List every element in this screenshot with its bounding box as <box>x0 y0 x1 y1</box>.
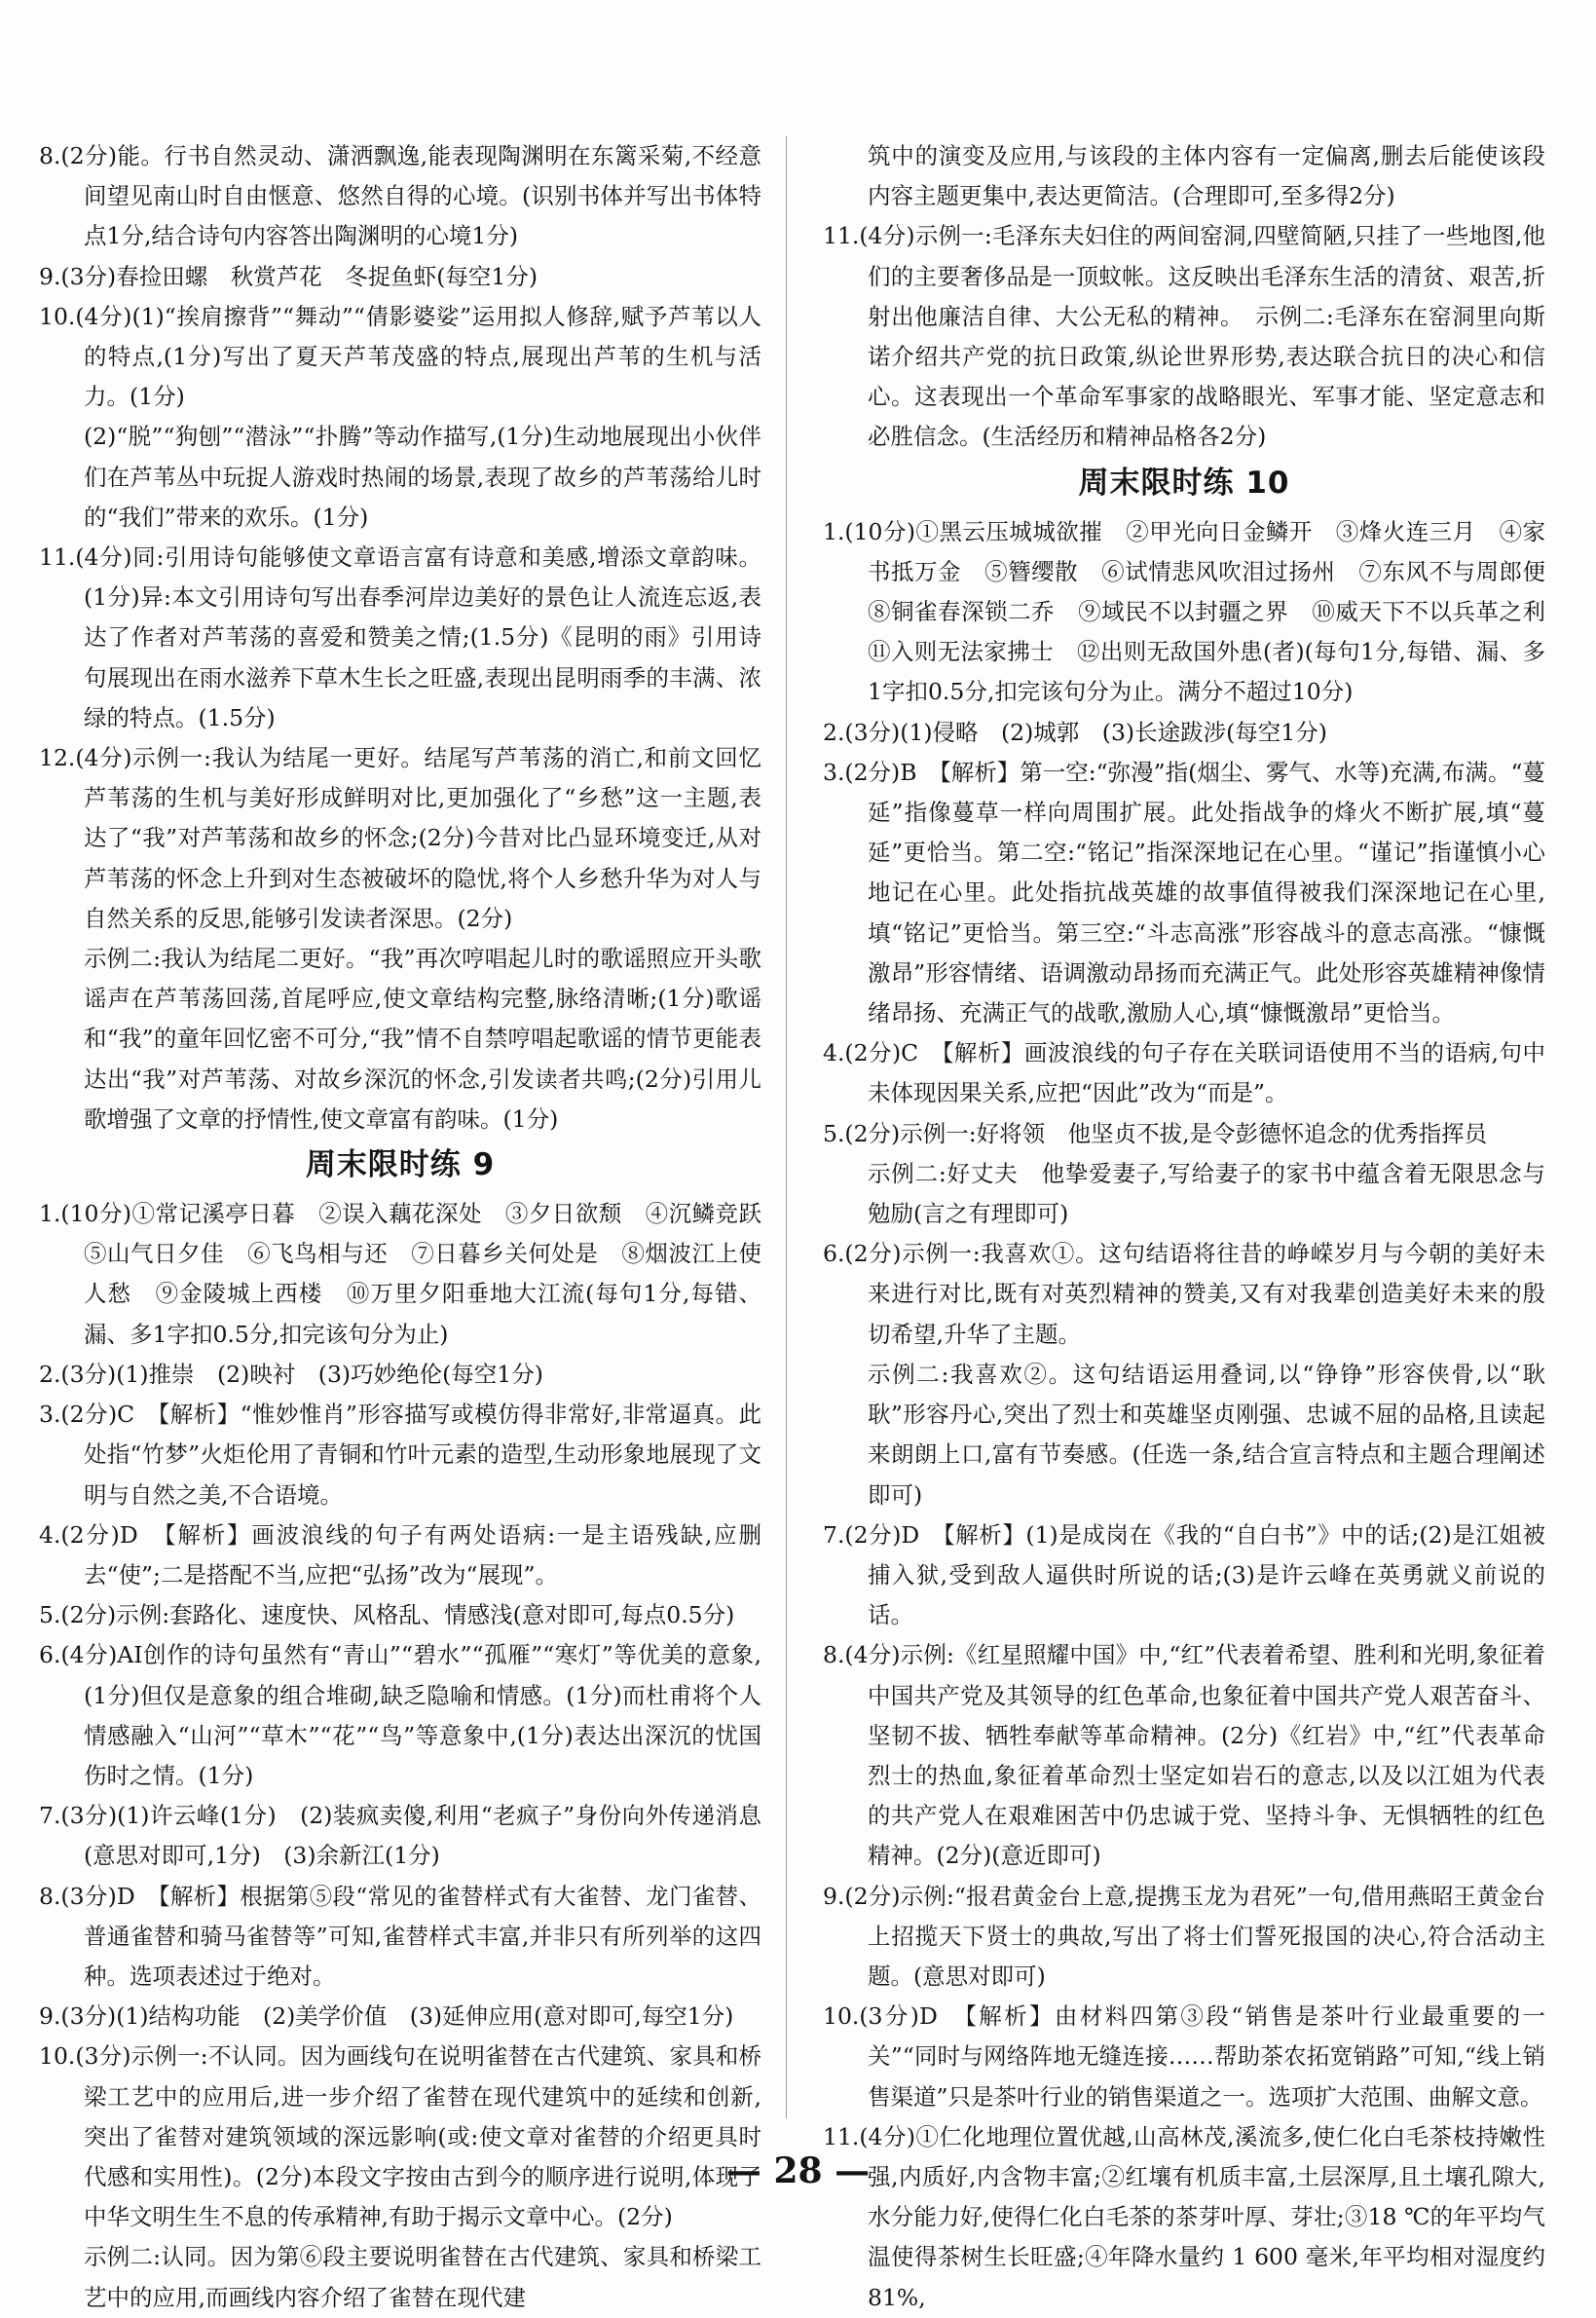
answer-continuation: 示例二:好丈夫 他挚爱妻子,写给妻子的家书中蕴含着无限思念与勉励(言之有理即可) <box>868 1159 1545 1228</box>
left-column <box>39 136 785 2318</box>
answer-item: 5.(2分)示例一:好将领 他坚贞不拔,是令彭德怀追念的优秀指挥员 <box>823 1119 1488 1147</box>
page-number: — 28 — <box>725 2150 871 2191</box>
answer-item: 3.(2分)B 【解析】第一空:“弥漫”指(烟尘、雾气、水等)充满,布满。“蔓延”指像蔓草一样向周围扩展。此处指战争的烽火不断扩展,填“蔓延”更恰当。第二空:“铭记”指深深地记在心里。“谨记”指谨慎小心地记在心里。此处指抗战英雄的故事值得被我们深深地记在心里,填“铭记”更恰当。第三空:“斗志高涨”形容战斗的意志高涨。“慷慨激昂”形容情绪、语调激动昂扬而充满正气。此处形容英雄精神像情绪昂扬、充满正气的战歌,激励人心,填“慷慨激昂”更恰当。 <box>823 758 1545 1028</box>
answer-item: 10.(4分)(1)“挨肩擦背”“舞动”“倩影婆娑”运用拟人修辞,赋予芦苇以人的特点,(1分)写出了夏天芦苇茂盛的特点,展现出芦苇的生机与活力。(1分) <box>39 302 761 411</box>
answer-item: 11.(4分)示例一:毛泽东夫妇住的两间窑洞,四壁简陋,只挂了一些地图,他们的主要奢侈品是一顶蚊帐。这反映出毛泽东生活的清贫、艰苦,折射出他廉洁自律、大公无私的精神。 示例二:毛泽东在窑洞里向斯诺介绍共产党的抗日政策,纵论世界形势,表达联合抗日的决心和信心。这表现出一个革命军事家的战略眼光、军事才能、坚定意志和必胜信念。(生活经历和精神品格各2分) <box>823 222 1545 451</box>
answer-continuation: 筑中的演变及应用,与该段的主体内容有一定偏离,删去后能使该段内容主题更集中,表达更简洁。(合理即可,至多得2分) <box>868 142 1545 210</box>
answer-item: 5.(2分)示例:套路化、速度快、风格乱、情感浅(意对即可,每点0.5分) <box>39 1601 735 1629</box>
column-divider <box>786 136 787 2118</box>
answer-item: 9.(3分)(1)结构功能 (2)美学价值 (3)延伸应用(意对即可,每空1分) <box>39 2002 734 2031</box>
answer-continuation: 示例二:我喜欢②。这句结语运用叠词,以“铮铮”形容侠骨,以“耿耿”形容丹心,突出了烈士和英雄坚贞刚强、忠诚不屈的品格,且读起来朗朗上口,富有节奏感。(任选一条,结合宣言特点和主题合理阐述即可) <box>868 1360 1545 1509</box>
answer-continuation: 示例二:认同。因为第⑥段主要说明雀替在古代建筑、家具和桥梁工艺中的应用,而画线内容介绍了雀替在现代建 <box>84 2243 761 2311</box>
answer-item: 10.(3分)示例一:不认同。因为画线句在说明雀替在古代建筑、家具和桥梁工艺中的应用后,进一步介绍了雀替在现代建筑中的延续和创新,突出了雀替对建筑领域的深远影响(或:使文章对雀替的介绍更具时代感和实用性)。(2分)本段文字按由古到今的顺序进行说明,体现了中华文明生生不息的传承精神,有助于揭示文章中心。(2分) <box>39 2042 761 2231</box>
answer-item: 1.(10分)①黑云压城城欲摧 ②甲光向日金鳞开 ③烽火连三月 ④家书抵万金 ⑤簪缨散 ⑥试情悲风吹泪过扬州 ⑦东风不与周郎便 ⑧铜雀春深锁二乔 ⑨域民不以封疆之界 ⑩威天下不以兵革之利 ⑪入则无法家拂士 ⑫出则无敌国外患(者)(每句1分,每错、漏、多1字扣0.5分,扣完该句分为止。满分不超过10分) <box>823 517 1569 706</box>
answer-item: 4.(2分)C 【解析】画波浪线的句子存在关联词语使用不当的语病,句中未体现因果关系,应把“因此”改为“而是”。 <box>823 1039 1545 1107</box>
answer-item: 7.(2分)D 【解析】(1)是成岗在《我的“自白书”》中的话;(2)是江姐被捕入狱,受到敌人逼供时所说的话;(3)是许云峰在英勇就义前说的话。 <box>823 1520 1545 1629</box>
answer-item: 2.(3分)(1)推崇 (2)映衬 (3)巧妙绝伦(每空1分) <box>39 1360 543 1388</box>
answer-item: 8.(3分)D 【解析】根据第⑤段“常见的雀替样式有大雀替、龙门雀替、普通雀替和骑马雀替等”可知,雀替样式丰富,并非只有所列举的这四种。选项表述过于绝对。 <box>39 1882 761 1990</box>
answer-item: 8.(2分)能。行书自然灵动、潇洒飘逸,能表现陶渊明在东篱采菊,不经意间望见南山时自由惬意、悠然自得的心境。(识别书体并写出书体特点1分,结合诗句内容答出陶渊明的心境1分) <box>39 142 761 250</box>
answer-item: 7.(3分)(1)许云峰(1分) (2)装疯卖傻,利用“老疯子”身份向外传递消息(意思对即可,1分) (3)余新江(1分) <box>39 1802 761 1870</box>
answer-item: 6.(4分)AI创作的诗句虽然有“青山”“碧水”“孤雁”“寒灯”等优美的意象,(1分)但仅是意象的组合堆砌,缺乏隐喻和情感。(1分)而杜甫将个人情感融入“山河”“草木”“花”“鸟”等意象中,(1分)表达出深沉的忧国伤时之情。(1分) <box>39 1641 761 1789</box>
answer-continuation: 示例二:我认为结尾二更好。“我”再次哼唱起儿时的歌谣照应开头歌谣声在芦苇荡回荡,首尾呼应,使文章结构完整,脉络清晰;(1分)歌谣和“我”的童年回忆密不可分,“我”情不自禁哼唱起歌谣的情节更能表达出“我”对芦苇荡、对故乡深沉的怀念,引发读者共鸣;(2分)引用儿歌增强了文章的抒情性,使文章富有韵味。(1分) <box>84 945 761 1133</box>
answer-item: 4.(2分)D 【解析】画波浪线的句子有两处语病:一是主语残缺,应删去“使”;二是搭配不当,应把“弘扬”改为“展现”。 <box>39 1520 761 1589</box>
section-heading: 周末限时练 10 <box>1078 465 1290 501</box>
answer-item: 11.(4分)同:引用诗句能够使文章语言富有诗意和美感,增添文章韵味。(1分)异:本文引用诗句写出春季河岸边美好的景色让人流连忘返,表达了作者对芦苇荡的喜爱和赞美之情;(1.5分)《昆明的雨》引用诗句展现出在雨水滋养下草木生长之旺盛,表现出昆明雨季的丰满、浓绿的特点。(1.5分) <box>39 543 761 731</box>
answer-item: 10.(3分)D 【解析】由材料四第③段“销售是茶叶行业最重要的一关”“同时与网络阵地无缝连接……帮助茶农拓宽销路”可知,“线上销售渠道”只是茶叶行业的销售渠道之一。选项扩大范围、曲解文意。 <box>823 2002 1545 2111</box>
answer-item: 11.(4分)①仁化地理位置优越,山高林茂,溪流多,使仁化白毛茶枝持嫩性强,内质好,内含物丰富;②红壤有机质丰富,土层深厚,且土壤孔隙大,水分能力好,使得仁化白毛茶的茶芽叶厚、芽壮;③18 ℃的年平均气温使得茶树生长旺盛;④年降水量约 1 600 毫米,年平均相对湿度约 81%, <box>823 2122 1545 2311</box>
answer-item: 8.(4分)示例:《红星照耀中国》中,“红”代表着希望、胜利和光明,象征着中国共产党及其领导的红色革命,也象征着中国共产党人艰苦奋斗、坚韧不拔、牺牲奉献等革命精神。(2分)《红岩》中,“红”代表革命烈士的热血,象征着革命烈士坚定如岩石的意志,以及以江姐为代表的共产党人在艰难困苦中仍忠诚于党、坚持斗争、无惧牺牲的红色精神。(2分)(意近即可) <box>823 1641 1545 1870</box>
answer-item: 1.(10分)①常记溪亭日暮 ②误入藕花深处 ③夕日欲颓 ④沉鳞竞跃 ⑤山气日夕佳 ⑥飞鸟相与还 ⑦日暮乡关何处是 ⑧烟波江上使人愁 ⑨金陵城上西楼 ⑩万里夕阳垂地大江流(每句1分,每错、漏、多1字扣0.5分,扣完该句分为止) <box>39 1200 785 1348</box>
answer-item: 6.(2分)示例一:我喜欢①。这句结语将往昔的峥嵘岁月与今朝的美好未来进行对比,既有对英烈精神的赞美,又有对我辈创造美好未来的殷切希望,升华了主题。 <box>823 1240 1545 1348</box>
right-column <box>823 136 1569 2318</box>
answer-continuation: (2)“脱”“狗刨”“潜泳”“扑腾”等动作描写,(1分)生动地展现出小伙伴们在芦苇丛中玩捉人游戏时热闹的场景,表现了故乡的芦苇荡给儿时的“我们”带来的欢乐。(1分) <box>84 423 761 531</box>
answer-item: 12.(4分)示例一:我认为结尾一更好。结尾写芦苇荡的消亡,和前文回忆芦苇荡的生机与美好形成鲜明对比,更加强化了“乡愁”这一主题,表达了“我”对芦苇荡和故乡的怀念;(2分)今昔对比凸显环境变迁,从对芦苇荡的怀念上升到对生态被破坏的隐忧,将个人乡愁升华为对人与自然关系的反思,能够引发读者深思。(2分) <box>39 744 761 932</box>
answer-item: 2.(3分)(1)侵略 (2)城郭 (3)长途跋涉(每空1分) <box>823 718 1327 746</box>
answer-item: 9.(3分)春捡田螺 秋赏芦花 冬捉鱼虾(每空1分) <box>39 262 538 290</box>
answer-item: 9.(2分)示例:“报君黄金台上意,提携玉龙为君死”一句,借用燕昭王黄金台上招揽天下贤士的典故,写出了将士们誓死报国的决心,符合活动主题。(意思对即可) <box>823 1882 1545 1990</box>
section-heading: 周末限时练 9 <box>305 1147 496 1183</box>
answer-item: 3.(2分)C 【解析】“惟妙惟肖”形容描写或模仿得非常好,非常逼真。此处指“竹梦”火炬伦用了青铜和竹叶元素的造型,生动形象地展现了文明与自然之美,不合语境。 <box>39 1401 761 1509</box>
